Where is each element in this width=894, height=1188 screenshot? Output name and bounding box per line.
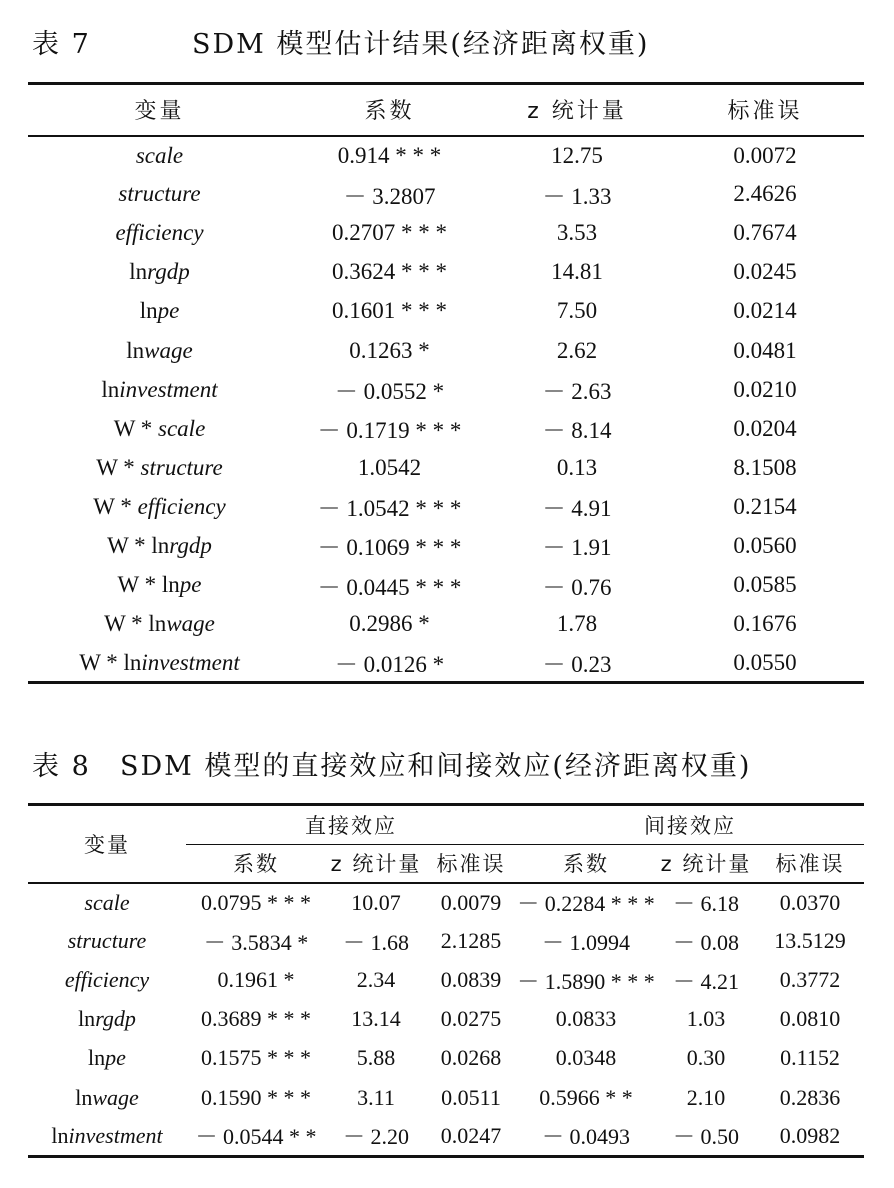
z-stat-cell: 2.62 <box>556 337 598 363</box>
variable-name: wage <box>166 611 215 637</box>
table-row <box>28 605 864 644</box>
std-error-cell: 0.0481 <box>733 337 797 363</box>
indirect-z-stat-cell: 0.30 <box>686 1045 726 1071</box>
indirect-std-error-cell: 0.0810 <box>779 1006 841 1032</box>
indirect-coefficient-cell: 0.0833 <box>555 1006 617 1032</box>
z-stat-cell: － 1.91 <box>542 535 612 561</box>
table-row <box>28 1117 864 1156</box>
z-stat-cell: － 2.63 <box>542 379 612 405</box>
variable-name: structure <box>140 454 223 480</box>
table7-header-row <box>28 84 864 136</box>
variable-name-cell <box>28 253 291 292</box>
variable-name-cell <box>28 605 291 644</box>
variable-name-cell <box>28 883 186 922</box>
coefficient-cell: 0.1263 * <box>349 337 430 363</box>
variable-name: pe <box>157 298 180 324</box>
variable-name-cell <box>28 292 291 331</box>
std-error-cell: 8.1508 <box>733 454 797 480</box>
std-error-cell: 0.7674 <box>733 220 797 246</box>
indirect-coefficient-cell: － 1.0994 <box>541 929 630 955</box>
indirect-coefficient-cell: － 1.5890 * * * <box>517 968 655 994</box>
coefficient-cell: 0.2707 * * * <box>332 220 447 246</box>
variable-prefix: ln <box>101 376 120 402</box>
variable-name: investment <box>119 376 218 402</box>
variable-prefix: W * ln <box>104 611 167 637</box>
variable-name: pe <box>179 572 202 598</box>
indirect-coefficient-cell: － 0.0493 <box>541 1124 630 1150</box>
variable-prefix: W * <box>96 454 141 480</box>
direct-std-error-cell: 0.0247 <box>440 1122 502 1148</box>
std-error-cell: 0.0204 <box>733 415 797 441</box>
header-std-error: 标准误 <box>727 99 803 125</box>
std-error-cell: 0.0550 <box>733 649 797 675</box>
direct-z-stat-cell: 10.07 <box>351 889 401 915</box>
header-direct-std-error: 标准误 <box>436 852 506 877</box>
variable-prefix: ln <box>126 337 145 363</box>
indirect-z-stat-cell: － 0.50 <box>672 1124 739 1150</box>
coefficient-cell: － 1.0542 * * * <box>317 496 462 522</box>
table-row <box>28 487 864 526</box>
std-error-cell: 0.0245 <box>733 259 797 285</box>
direct-coefficient-cell: 0.1961 * <box>217 967 295 993</box>
table-row <box>28 136 864 175</box>
direct-coefficient-cell: 0.1590 * * * <box>201 1084 311 1110</box>
header-indirect-coefficient: 系数 <box>563 852 609 877</box>
indirect-std-error-cell: 0.2836 <box>779 1084 841 1110</box>
coefficient-cell: － 0.0126 * <box>334 652 445 678</box>
variable-prefix: ln <box>139 298 158 324</box>
variable-name-cell <box>28 644 291 683</box>
variable-name-cell <box>28 331 291 370</box>
z-stat-cell: － 8.14 <box>542 418 612 444</box>
variable-name: efficiency <box>137 493 226 519</box>
table-row <box>28 644 864 683</box>
std-error-cell: 0.0210 <box>733 376 797 402</box>
header-indirect-effect: 间接效应 <box>516 805 864 845</box>
indirect-z-stat-cell: 1.03 <box>686 1006 726 1032</box>
direct-coefficient-cell: － 3.5834 * <box>203 929 309 955</box>
variable-name: rgdp <box>95 1006 136 1032</box>
indirect-z-stat-cell: － 4.21 <box>672 968 739 994</box>
variable-name: pe <box>105 1045 126 1071</box>
table-row <box>28 1000 864 1039</box>
coefficient-cell: 0.1601 * * * <box>332 298 447 324</box>
std-error-cell: 0.1676 <box>733 611 797 637</box>
variable-name-cell <box>28 526 291 565</box>
variable-name: investment <box>68 1122 163 1148</box>
coefficient-cell: － 0.0445 * * * <box>317 574 462 600</box>
z-stat-cell: － 0.23 <box>542 652 612 678</box>
header-direct-z-stat: z 统计量 <box>330 852 422 877</box>
direct-z-stat-cell: 2.34 <box>356 967 396 993</box>
table-row <box>28 331 864 370</box>
table7-body <box>28 136 864 683</box>
variable-prefix: ln <box>78 1006 96 1032</box>
variable-name-cell <box>28 566 291 605</box>
header-direct-effect: 直接效应 <box>186 805 516 845</box>
variable-name: scale <box>135 142 184 168</box>
header-variable: 变量 <box>134 99 185 125</box>
direct-coefficient-cell: 0.0795 * * * <box>201 889 311 915</box>
indirect-z-stat-cell: 2.10 <box>686 1084 726 1110</box>
coefficient-cell: － 0.0552 * <box>334 379 445 405</box>
variable-name: scale <box>84 889 130 915</box>
variable-prefix: W * <box>93 493 138 519</box>
table-row <box>28 448 864 487</box>
coefficient-cell: － 0.1069 * * * <box>317 535 462 561</box>
table7-caption <box>32 22 649 61</box>
variable-name-cell <box>28 409 291 448</box>
std-error-cell: 0.0214 <box>733 298 797 324</box>
variable-name-cell <box>28 214 291 253</box>
variable-prefix: W * ln <box>117 572 180 598</box>
table-row <box>28 292 864 331</box>
direct-z-stat-cell: 5.88 <box>356 1045 396 1071</box>
coefficient-cell: 1.0542 <box>357 454 422 480</box>
indirect-z-stat-cell: － 6.18 <box>672 891 739 917</box>
variable-name-cell <box>28 487 291 526</box>
indirect-std-error-cell: 0.1152 <box>780 1045 840 1071</box>
direct-std-error-cell: 0.0275 <box>440 1006 502 1032</box>
indirect-coefficient-cell: 0.5966 * * <box>539 1084 633 1110</box>
table-row <box>28 526 864 565</box>
z-stat-cell: 12.75 <box>551 142 603 168</box>
std-error-cell: 0.2154 <box>733 493 797 519</box>
variable-name-cell <box>28 922 186 961</box>
variable-name: scale <box>158 415 206 441</box>
variable-name-cell <box>28 370 291 409</box>
coefficient-cell: 0.914 * * * <box>337 142 442 168</box>
variable-name: wage <box>92 1084 139 1110</box>
variable-prefix: W * ln <box>79 649 142 675</box>
variable-name: rgdp <box>169 532 212 558</box>
coefficient-cell: 0.2986 * <box>349 611 430 637</box>
z-stat-cell: 1.78 <box>556 611 598 637</box>
variable-name: wage <box>144 337 193 363</box>
z-stat-cell: 14.81 <box>551 259 603 285</box>
variable-name: investment <box>141 649 240 675</box>
table-row <box>28 961 864 1000</box>
direct-std-error-cell: 0.0839 <box>440 967 502 993</box>
indirect-std-error-cell: 13.5129 <box>774 928 846 954</box>
header-indirect-z-stat: z 统计量 <box>660 852 752 877</box>
table-row <box>28 409 864 448</box>
variable-name-cell <box>28 1039 186 1078</box>
direct-coefficient-cell: 0.1575 * * * <box>201 1045 311 1071</box>
variable-name-cell <box>28 1117 186 1156</box>
z-stat-cell: 7.50 <box>556 298 598 324</box>
table-row <box>28 922 864 961</box>
std-error-cell: 0.0560 <box>733 532 797 558</box>
variable-name-cell <box>28 1000 186 1039</box>
std-error-cell: 0.0072 <box>733 142 797 168</box>
coefficient-cell: － 0.1719 * * * <box>317 418 462 444</box>
variable-name-cell <box>28 1078 186 1117</box>
variable-name: efficiency <box>115 220 204 246</box>
table8-title: SDM 模型的直接效应和间接效应(经济距离权重) <box>120 751 752 782</box>
direct-std-error-cell: 0.0268 <box>440 1045 502 1071</box>
table8 <box>28 803 864 1158</box>
direct-z-stat-cell: － 1.68 <box>342 929 409 955</box>
z-stat-cell: － 0.76 <box>542 574 612 600</box>
variable-name: efficiency <box>64 967 150 993</box>
std-error-cell: 0.0585 <box>733 572 797 598</box>
indirect-std-error-cell: 0.3772 <box>779 967 841 993</box>
variable-prefix: ln <box>51 1122 69 1148</box>
header-z-stat: z 统计量 <box>527 99 627 125</box>
z-stat-cell: － 1.33 <box>542 183 612 209</box>
z-stat-cell: 0.13 <box>556 454 598 480</box>
indirect-coefficient-cell: 0.0348 <box>555 1045 617 1071</box>
table8-body <box>28 883 864 1157</box>
variable-name-cell <box>28 961 186 1000</box>
z-stat-cell: 3.53 <box>556 220 598 246</box>
variable-prefix: ln <box>129 259 148 285</box>
variable-prefix: W * ln <box>107 532 170 558</box>
variable-prefix: ln <box>88 1045 106 1071</box>
table7-title: SDM 模型估计结果(经济距离权重) <box>192 29 650 60</box>
header-direct-coefficient: 系数 <box>233 852 279 877</box>
table-row <box>28 1039 864 1078</box>
std-error-cell: 2.4626 <box>733 181 797 207</box>
indirect-z-stat-cell: － 0.08 <box>672 929 739 955</box>
coefficient-cell: 0.3624 * * * <box>332 259 447 285</box>
variable-name-cell <box>28 136 291 175</box>
table7 <box>28 82 864 684</box>
z-stat-cell: － 4.91 <box>542 496 612 522</box>
indirect-std-error-cell: 0.0982 <box>779 1122 841 1148</box>
table-row <box>28 253 864 292</box>
variable-name-cell <box>28 175 291 214</box>
variable-prefix: W * <box>113 415 159 441</box>
direct-std-error-cell: 2.1285 <box>440 928 502 954</box>
indirect-coefficient-cell: － 0.2284 * * * <box>517 891 655 917</box>
table8-caption <box>32 744 751 783</box>
variable-name: structure <box>118 181 201 207</box>
table8-label: 表 8 <box>32 751 91 782</box>
table-row <box>28 175 864 214</box>
table8-group-header-row <box>28 805 864 845</box>
coefficient-cell: － 3.2807 <box>343 183 436 209</box>
table-row <box>28 370 864 409</box>
variable-name-cell <box>28 448 291 487</box>
table-row <box>28 566 864 605</box>
direct-z-stat-cell: － 2.20 <box>342 1124 409 1150</box>
direct-std-error-cell: 0.0079 <box>440 889 502 915</box>
header-indirect-std-error: 标准误 <box>775 852 845 877</box>
table-row <box>28 1078 864 1117</box>
direct-z-stat-cell: 3.11 <box>357 1084 395 1110</box>
table-row <box>28 214 864 253</box>
indirect-std-error-cell: 0.0370 <box>779 889 841 915</box>
variable-name: structure <box>67 928 147 954</box>
variable-name: rgdp <box>147 259 190 285</box>
variable-prefix: ln <box>75 1084 93 1110</box>
table-row <box>28 883 864 922</box>
table7-label: 表 7 <box>32 29 91 60</box>
header-variable: 变量 <box>84 832 130 857</box>
direct-z-stat-cell: 13.14 <box>351 1006 401 1032</box>
direct-coefficient-cell: 0.3689 * * * <box>201 1006 311 1032</box>
direct-coefficient-cell: － 0.0544 * * <box>195 1124 317 1150</box>
direct-std-error-cell: 0.0511 <box>441 1084 501 1110</box>
header-coefficient: 系数 <box>364 99 415 125</box>
